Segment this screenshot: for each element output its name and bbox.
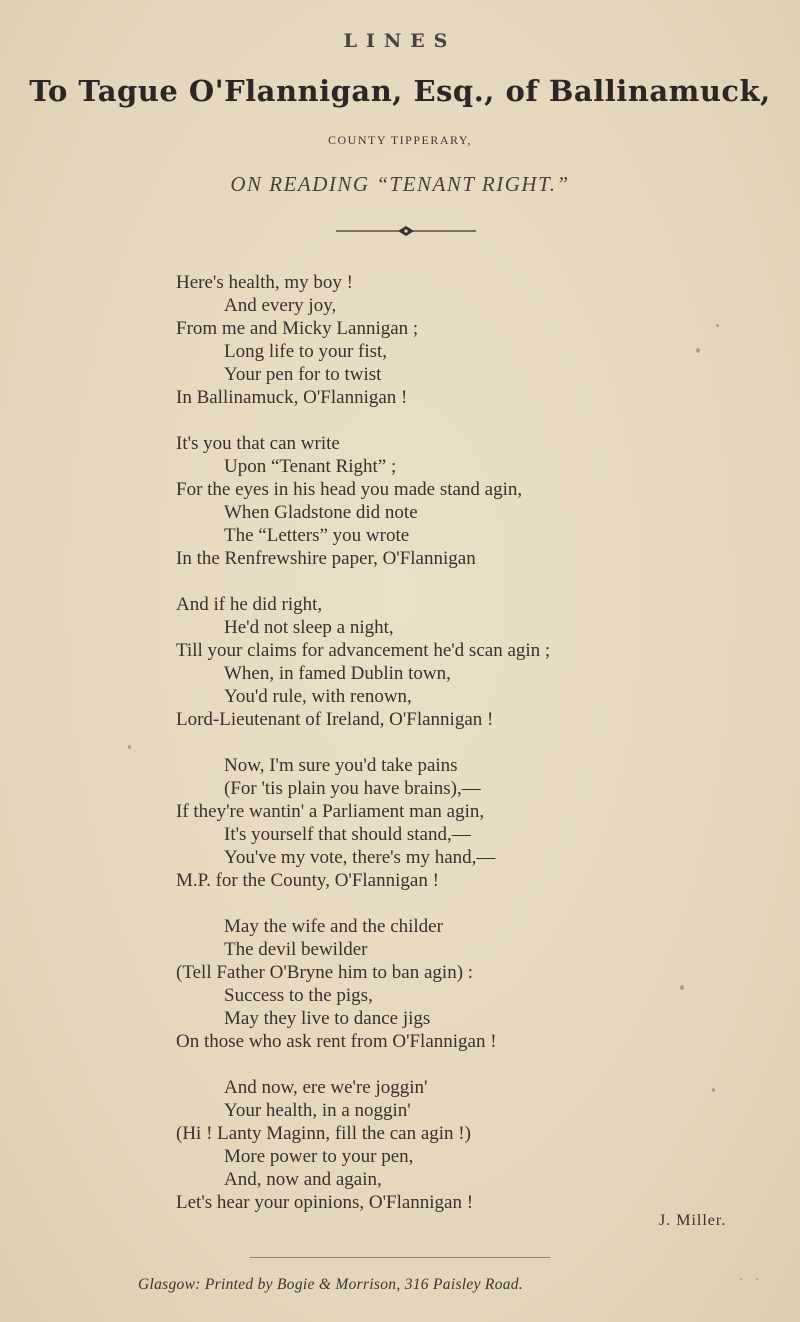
poem-line: (Tell Father O'Bryne him to ban agin) : xyxy=(176,962,474,983)
poem-line: Your pen for to twist xyxy=(224,364,382,385)
poem-line: On those who ask rent from O'Flannigan ! xyxy=(176,1031,497,1052)
printer-imprint: Glasgow: Printed by Bogie & Morrison, 316 Paisley Road. xyxy=(138,1276,524,1293)
foxing-spot xyxy=(712,1088,715,1092)
foxing-spot xyxy=(696,348,700,353)
poem-line: Long life to your fist, xyxy=(224,341,388,362)
ornament-divider-icon xyxy=(336,224,476,238)
poem-line: And now, ere we're joggin' xyxy=(224,1077,428,1098)
poem-line: Let's hear your opinions, O'Flannigan ! xyxy=(176,1192,474,1213)
poem-line: The “Letters” you wrote xyxy=(224,525,410,546)
poem-line: When Gladstone did note xyxy=(224,502,418,523)
subtitle: ON READING “TENANT RIGHT.” xyxy=(230,172,570,196)
poem-line: In Ballinamuck, O'Flannigan ! xyxy=(176,387,408,408)
bottom-rule xyxy=(250,1257,550,1258)
poem-line: You've my vote, there's my hand,— xyxy=(224,847,496,868)
poem-line: And, now and again, xyxy=(224,1169,382,1190)
poem-line: Your health, in a noggin' xyxy=(224,1100,411,1121)
author-signature: J. Miller. xyxy=(659,1212,727,1229)
poem-line: It's you that can write xyxy=(176,433,340,454)
poem-line: When, in famed Dublin town, xyxy=(224,663,451,684)
foxing-spot xyxy=(128,745,131,749)
poem-line: May they live to dance jigs xyxy=(224,1008,431,1029)
poem-line: Upon “Tenant Right” ; xyxy=(224,456,397,477)
poem-line: Now, I'm sure you'd take pains xyxy=(224,755,458,776)
poem-line: (Hi ! Lanty Maginn, fill the can agin !) xyxy=(176,1123,471,1144)
dedication-line: To Tague O'Flannigan, Esq., of Ballinamuck, xyxy=(29,74,771,108)
poem-heading: LINES xyxy=(343,30,457,52)
poem-line: The devil bewilder xyxy=(224,939,368,960)
poem-line: If they're wantin' a Parliament man agin, xyxy=(176,801,485,822)
poem-line: You'd rule, with renown, xyxy=(224,686,412,707)
poem-line: It's yourself that should stand,— xyxy=(224,824,471,845)
poem-line: (For 'tis plain you have brains),— xyxy=(224,778,481,799)
county-line: COUNTY TIPPERARY, xyxy=(328,133,472,147)
poem-line: And if he did right, xyxy=(176,594,323,615)
foxing-spot xyxy=(680,985,684,990)
poem-line: In the Renfrewshire paper, O'Flannigan xyxy=(176,548,476,569)
poem-line: M.P. for the County, O'Flannigan ! xyxy=(176,870,439,891)
poem-line: For the eyes in his head you made stand agin, xyxy=(176,479,523,500)
poem-line: May the wife and the childer xyxy=(224,916,443,937)
poem-line: Till your claims for advancement he'd scan agin ; xyxy=(176,640,551,661)
poem-line: Lord-Lieutenant of Ireland, O'Flannigan ! xyxy=(176,709,494,730)
foxing-spot xyxy=(740,1278,742,1280)
poem-line: Success to the pigs, xyxy=(224,985,373,1006)
poem-line: He'd not sleep a night, xyxy=(224,617,394,638)
poem-line: From me and Micky Lannigan ; xyxy=(176,318,419,339)
poem-line: Here's health, my boy ! xyxy=(176,272,354,293)
poem-line: And every joy, xyxy=(224,295,337,316)
foxing-spot xyxy=(756,1278,758,1280)
poem-line: More power to your pen, xyxy=(224,1146,414,1167)
foxing-spot xyxy=(716,324,719,327)
